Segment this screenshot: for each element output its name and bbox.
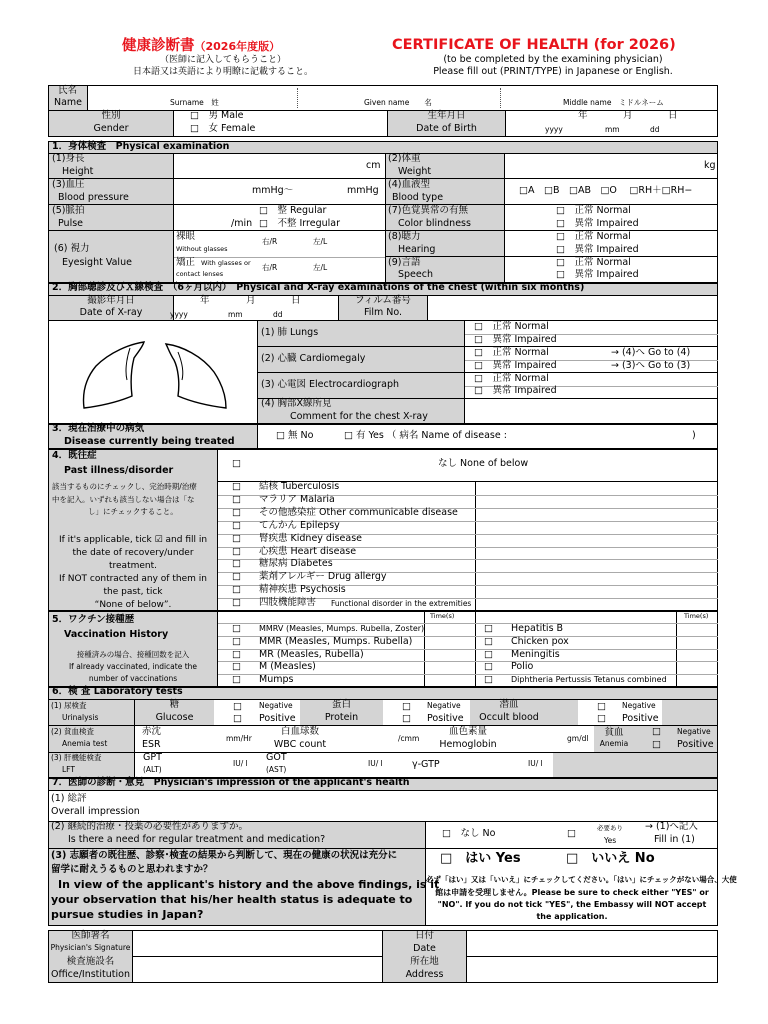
ggtp-label: γ-GTP: [412, 759, 440, 770]
illness-label: 四肢機能障害: [259, 597, 317, 608]
occult-blood-label-en: Occult blood: [479, 712, 539, 723]
dob-month-unit: 月: [623, 110, 633, 121]
treatment-yes-checkbox[interactable]: □: [567, 828, 576, 839]
vaccine-label: Chicken pox: [511, 636, 569, 647]
address-label-jp: 所在地: [410, 956, 439, 967]
speech-normal-checkbox[interactable]: □ 正常 Normal: [556, 257, 631, 268]
occult-negative-checkbox[interactable]: □: [597, 701, 606, 712]
weight-label-en: Weight: [398, 166, 432, 177]
pulse-regular-checkbox[interactable]: □ 整 Regular: [259, 205, 327, 216]
height-label-en: Height: [62, 166, 94, 177]
note-en-1: (to be completed by the examining physician): [443, 54, 663, 65]
past-illness-note-en-2: the date of recovery/under: [72, 548, 194, 558]
illness-label: 薬剤アレルギー Drug allergy: [259, 571, 387, 582]
occult-positive-checkbox[interactable]: □: [597, 713, 606, 724]
illness-date-field[interactable]: [476, 599, 717, 610]
address-field[interactable]: [467, 957, 717, 982]
signature-label-jp: 医師署名: [71, 930, 110, 941]
corr-right-label: 右/R: [262, 263, 278, 272]
protein-pos-label: Positive: [427, 713, 464, 724]
none-of-below-label: なし None of below: [438, 458, 529, 469]
treatment-fill-note-en: Fill in (1): [654, 834, 695, 845]
cardio-normal-checkbox[interactable]: □ 正常 Normal: [474, 347, 549, 358]
naked-eye-label-en: Without glasses: [176, 245, 228, 253]
vaccine-checkbox[interactable]: □: [232, 661, 241, 672]
goto-3-note: → (3)へ Go to (3): [611, 360, 691, 371]
gpt-label: GPT: [143, 752, 162, 763]
color-blind-impaired-checkbox[interactable]: □ 異常 Impaired: [556, 218, 639, 229]
embassy-warning-2: 館は申請を受理しません。Please be sure to check either "YES" or: [435, 888, 709, 897]
embassy-warning-4: the application.: [536, 912, 608, 921]
vaccine-label: MR (Measles, Rubella): [259, 649, 364, 660]
hemoglobin-label-jp: 血色素量: [448, 726, 487, 737]
embassy-warning-3: "NO". If you do not tick "YES", the Embassy will NOT accept: [437, 900, 707, 909]
hearing-impaired-checkbox[interactable]: □ 異常 Impaired: [556, 244, 639, 255]
hearing-label-jp: (8)聴力: [388, 231, 421, 242]
note-en-2: Please fill out (PRINT/TYPE) in Japanese or English.: [433, 66, 673, 77]
protein-positive-checkbox[interactable]: □: [402, 713, 411, 724]
xray-comment-field[interactable]: [465, 399, 717, 423]
anemia-neg-label: Negative: [677, 727, 711, 736]
kg-unit: kg: [704, 160, 716, 171]
protein-negative-checkbox[interactable]: □: [402, 701, 411, 712]
illness-date-field[interactable]: [476, 535, 717, 546]
xray-date-label-jp: 撮影年月日: [87, 295, 135, 306]
adequacy-question-jp-1: (3) 志願者の既往歴、診察･検査の結果から判断して、現在の健康の状況は充分に: [51, 850, 398, 861]
adequacy-yes-checkbox[interactable]: □ はい Yes: [440, 851, 521, 866]
treatment-yes-label: Yes: [604, 836, 617, 845]
xray-dd: dd: [273, 310, 283, 319]
glucose-negative-checkbox[interactable]: □: [233, 701, 242, 712]
dob-day-unit: 日: [668, 110, 678, 121]
illness-label: その他感染症 Other communicable disease: [259, 507, 458, 518]
urinalysis-label-en: Urinalysis: [62, 713, 99, 722]
bp-diastolic-field[interactable]: [300, 179, 345, 204]
illness-label: 心疾患 Heart disease: [259, 546, 357, 557]
bp-unit-2: mmHg: [347, 185, 379, 196]
illness-label: 結核 Tuberculosis: [259, 481, 340, 492]
ggtp-unit: IU/ l: [528, 759, 543, 768]
address-label-en: Address: [405, 969, 444, 980]
vaccine-times-field[interactable]: [677, 662, 717, 674]
bp-label-jp: (3)血圧: [52, 179, 85, 190]
esr-unit: mm/Hr: [226, 734, 252, 743]
illness-label: マラリア Malaria: [259, 494, 335, 505]
dob-label-jp: 生年月日: [427, 110, 466, 121]
film-no-label-jp: フィルム番号: [355, 295, 411, 306]
illness-label: 糖尿病 Diabetes: [259, 558, 333, 569]
film-no-field[interactable]: [428, 296, 717, 320]
illness-date-field[interactable]: [476, 496, 717, 507]
ecg-normal-checkbox[interactable]: □ 正常 Normal: [474, 373, 549, 384]
signature-field[interactable]: [133, 931, 382, 956]
hemoglobin-label-en: Hemoglobin: [439, 739, 497, 750]
overall-impression-label-jp: (1) 総評: [51, 793, 87, 804]
vaccine-times-field[interactable]: [677, 624, 717, 636]
vaccine-label: Diphtheria Pertussis Tetanus combined: [511, 675, 667, 684]
past-illness-note-jp-2: 中を記入。いずれも該当しない場合は「な: [52, 495, 195, 504]
ast-label: (AST): [266, 765, 287, 774]
anemia-label-en: Anemia: [599, 739, 629, 748]
illness-label: 腎疾患 Kidney disease: [259, 533, 363, 544]
disease-name-field[interactable]: [528, 428, 688, 446]
female-checkbox[interactable]: □ 女 Female: [190, 123, 256, 134]
date-field[interactable]: [467, 931, 717, 956]
xray-yyyy: yyyy: [170, 310, 188, 319]
illness-checkbox[interactable]: □: [232, 597, 241, 608]
vaccine-checkbox[interactable]: □: [484, 649, 493, 660]
illness-checkbox[interactable]: □: [232, 520, 241, 531]
treatment-need-label: 必要あり: [597, 824, 623, 832]
bp-label-en: Blood pressure: [58, 192, 129, 203]
embassy-warning-1: 必ず「はい」又は「いいえ」にチェックしてください。「はい」にチェックがない場合、大使: [426, 875, 737, 884]
adequacy-no-checkbox[interactable]: □ いいえ No: [566, 851, 655, 866]
vaccine-label: M (Measles): [259, 661, 316, 672]
vaccine-checkbox[interactable]: □: [232, 636, 241, 647]
illness-date-field[interactable]: [476, 522, 717, 533]
occult-blood-label-jp: 潜血: [499, 699, 519, 710]
illness-date-field[interactable]: [476, 509, 717, 520]
none-checkbox[interactable]: □: [232, 458, 241, 469]
adequacy-question-en-2: your observation that his/her health status is adequate to: [51, 893, 413, 906]
vaccine-times-field[interactable]: [425, 662, 474, 674]
disease-close-paren: ): [692, 430, 696, 441]
illness-checkbox[interactable]: □: [232, 494, 241, 505]
times-header-right: Time(s): [684, 612, 709, 620]
dob-dd: dd: [650, 125, 660, 134]
xray-day-unit: 日: [291, 295, 301, 306]
chest-heading: 2．胸部聴診及びＸ線検査 （6ヶ月以内） Physical and X-ray examinations of the chest (within six months): [52, 282, 585, 293]
past-illness-note-en-1: If it's applicable, tick ☑ and fill in: [58, 535, 208, 545]
surname-label: Surname 姓: [170, 98, 219, 107]
vaccine-times-field[interactable]: [425, 675, 474, 687]
gender-label-en: Gender: [93, 123, 129, 134]
hearing-normal-checkbox[interactable]: □ 正常 Normal: [556, 231, 631, 242]
physician-impression-heading: 7．医師の診断・意見 Physician's impression of the applicant's health: [52, 777, 410, 788]
ecg-label: (3) 心電図 Electrocardiograph: [261, 379, 400, 390]
naked-right-label: 右/R: [262, 237, 278, 246]
gender-label-jp: 性別: [101, 110, 121, 121]
naked-left-label: 左/L: [313, 237, 328, 246]
corrected-label: 矯正: [176, 257, 196, 268]
lft-label-jp: (3) 肝機能検査: [51, 753, 102, 762]
past-illness-note-en-4: If NOT contracted any of them in: [59, 574, 207, 584]
corrected-label-en-2: contact lenses: [176, 270, 224, 278]
illness-date-field[interactable]: [476, 483, 717, 494]
illness-label: 精神疾患 Psychosis: [259, 584, 346, 595]
vaccination-note-2: If already vaccinated, indicate the: [68, 662, 198, 671]
ecg-impaired-checkbox[interactable]: □ 異常 Impaired: [474, 385, 557, 396]
urinalysis-label-jp: (1) 尿検査: [51, 701, 87, 710]
anemia-pos-label: Positive: [677, 739, 714, 750]
wbc-unit: /cmm: [398, 734, 420, 743]
esr-label-jp: 赤沈: [142, 726, 162, 737]
vaccine-checkbox[interactable]: □: [232, 649, 241, 660]
gpt-unit: IU/ l: [233, 759, 248, 768]
adequacy-question-jp-2: 留学に耐えうるものと思われますか？: [51, 864, 213, 875]
color-blind-normal-checkbox[interactable]: □ 正常 Normal: [556, 205, 631, 216]
lungs-label: (1) 肺 Lungs: [261, 327, 319, 338]
adequacy-question-en-3: pursue studies in Japan?: [51, 908, 204, 921]
corr-left-label: 左/L: [313, 263, 328, 272]
protein-label-jp: 蛋白: [331, 699, 351, 710]
male-checkbox[interactable]: □ 男 Male: [190, 110, 244, 121]
naked-eye-label: 裸眼: [176, 231, 196, 242]
vaccine-checkbox[interactable]: □: [484, 623, 493, 634]
note-jp-2: 日本語又は英語により明瞭に記載すること。: [132, 67, 313, 77]
vaccination-note-3: number of vaccinations: [88, 674, 178, 683]
color-blind-label-jp: (7)色覚異常の有無: [388, 205, 468, 216]
vaccine-checkbox[interactable]: □: [232, 674, 241, 685]
blood-type-label-jp: (4)血液型: [388, 179, 430, 190]
middle-name-label: Middle name ミドルネーム: [563, 98, 664, 107]
height-field[interactable]: [174, 154, 364, 178]
past-illness-note-jp-3: し」にチェックすること。: [88, 507, 178, 516]
treatment-question-en: Is there a need for regular treatment and medication?: [68, 834, 326, 845]
treatment-question-jp: (2) 継続的治療・投薬の必要性がありますか。: [51, 821, 248, 832]
pulse-irregular-checkbox[interactable]: □ 不整 Irregular: [259, 218, 340, 229]
vaccination-heading-en: Vaccination History: [64, 629, 169, 640]
vaccination-note-1: 接種済みの場合、接種回数を記入: [76, 650, 190, 659]
dob-label-en: Date of Birth: [416, 123, 477, 134]
illness-checkbox[interactable]: □: [232, 584, 241, 595]
wbc-label-jp: 白血球数: [280, 726, 319, 737]
vaccine-label: Polio: [511, 661, 534, 672]
glucose-pos-label: Positive: [259, 713, 296, 724]
blood-type-label-en: Blood type: [392, 192, 444, 203]
dob-year-unit: 年: [578, 110, 588, 121]
name-label-jp: 氏名: [58, 85, 78, 96]
xray-comment-label-jp: (4) 胸部X線所見: [261, 398, 332, 409]
anemia-negative-checkbox[interactable]: □: [652, 726, 661, 737]
given-name-label: Given name 名: [364, 98, 432, 107]
hearing-label-en: Hearing: [398, 244, 436, 255]
vaccine-times-field[interactable]: [677, 675, 717, 687]
vaccine-label: MMRV (Measles, Mumps. Rubella, Zoster): [259, 624, 425, 633]
cm-unit: cm: [366, 160, 381, 171]
illness-date-field[interactable]: [476, 560, 717, 571]
illness-checkbox[interactable]: □: [232, 481, 241, 492]
dob-mm: mm: [605, 125, 620, 134]
bp-systolic-field[interactable]: [174, 179, 249, 204]
illness-checkbox[interactable]: □: [232, 507, 241, 518]
date-label-en: Date: [413, 943, 436, 954]
name-label-en: Name: [54, 97, 83, 108]
xray-year-unit: 年: [200, 295, 210, 306]
lungs-impaired-checkbox[interactable]: □ 異常 Impaired: [474, 334, 557, 345]
illness-date-field[interactable]: [476, 573, 717, 584]
vaccine-times-field[interactable]: [425, 624, 474, 636]
glucose-label-en: Glucose: [155, 712, 194, 723]
alt-label: (ALT): [143, 765, 162, 774]
note-jp-1: （医師に記入してもらうこと）: [159, 55, 286, 65]
institution-field[interactable]: [133, 957, 382, 982]
current-disease-heading-en: Disease currently being treated: [64, 436, 235, 447]
corrected-label-en-1: With glasses or: [201, 259, 251, 267]
anemia-label-jp: 貧血: [604, 727, 624, 738]
speech-label-jp: (9)言語: [388, 257, 421, 268]
xray-date-label-en: Date of X-ray: [79, 307, 143, 318]
current-disease-no-checkbox[interactable]: □ 無 No: [276, 430, 314, 441]
lab-tests-heading: 6．検 査 Laboratory tests: [52, 686, 183, 697]
lft-label-en: LFT: [62, 765, 75, 774]
lungs-normal-checkbox[interactable]: □ 正常 Normal: [474, 321, 549, 332]
vaccine-checkbox[interactable]: □: [484, 636, 493, 647]
cardio-impaired-checkbox[interactable]: □ 異常 Impaired: [474, 360, 557, 371]
past-illness-heading-jp: 4．既往症: [52, 450, 97, 461]
got-unit: IU/ l: [368, 759, 383, 768]
film-no-label-en: Film No.: [363, 307, 403, 318]
institution-label-jp: 検査施設名: [66, 956, 115, 967]
eyesight-label-jp: (6) 視力: [54, 243, 90, 254]
date-label-jp: 日付: [414, 930, 434, 941]
vaccine-times-field[interactable]: [677, 637, 717, 649]
pulse-label-jp: (5)脈拍: [52, 205, 85, 216]
physical-exam-heading: 1．身体検査 Physical examination: [52, 141, 230, 152]
speech-impaired-checkbox[interactable]: □ 異常 Impaired: [556, 269, 639, 280]
pulse-label-en: Pulse: [58, 218, 84, 229]
glucose-label-jp: 糖: [169, 699, 180, 710]
xray-mm: mm: [228, 310, 243, 319]
past-illness-note-en-6: “None of below”.: [94, 600, 172, 610]
vaccine-label: MMR (Measles, Mumps. Rubella): [259, 636, 413, 647]
goto-4-note: → (4)へ Go to (4): [611, 347, 691, 358]
current-disease-yes-checkbox[interactable]: □ 有 Yes （ 病名 Name of disease :: [344, 430, 507, 441]
anemia-positive-checkbox[interactable]: □: [652, 739, 661, 750]
current-disease-heading-jp: 3．現在治療中の病気: [52, 423, 145, 434]
vaccine-times-field[interactable]: [425, 637, 474, 649]
adequacy-question-en-1: In view of the applicant's history and the above findings, is it: [58, 878, 440, 891]
got-label: GOT: [266, 752, 287, 763]
overall-impression-label-en: Overall impression: [51, 806, 140, 817]
blood-type-options[interactable]: □A □B □AB □O □RH＋□RH−: [519, 185, 693, 196]
xray-month-unit: 月: [246, 295, 256, 306]
bp-unit-1: mmHg〜: [252, 185, 294, 196]
treatment-fill-note-jp: → (1)へ記入: [645, 821, 698, 832]
illness-date-field[interactable]: [476, 548, 717, 559]
illness-checkbox[interactable]: □: [232, 546, 241, 557]
eyesight-label-en: Eyesight Value: [62, 257, 132, 268]
protein-label-en: Protein: [324, 712, 359, 723]
past-illness-note-jp-1: 該当するものにチェックし、完治時期/治療: [52, 482, 197, 491]
pulse-unit: /min: [231, 218, 253, 229]
lung-diagram: [70, 330, 250, 415]
esr-label-en: ESR: [142, 739, 161, 750]
overall-impression-field[interactable]: [150, 791, 717, 821]
extremities-label-en: Functional disorder in the extremities: [331, 599, 472, 608]
vaccination-heading-jp: 5．ワクチン接種歴: [52, 614, 135, 625]
height-label-jp: (1)身長: [52, 153, 85, 164]
weight-label-jp: (2)体重: [388, 153, 421, 164]
vaccine-checkbox[interactable]: □: [232, 623, 241, 634]
color-blind-label-en: Color blindness: [398, 218, 471, 229]
weight-field[interactable]: [505, 154, 700, 178]
vaccine-label: Meningitis: [511, 649, 560, 660]
illness-date-field[interactable]: [476, 586, 717, 597]
title-jp: 健康診断書: [122, 38, 195, 54]
vaccine-checkbox[interactable]: □: [484, 661, 493, 672]
treatment-no-checkbox[interactable]: □ なし No: [442, 828, 496, 839]
occult-neg-label: Negative: [622, 701, 656, 710]
vaccine-checkbox[interactable]: □: [484, 674, 493, 685]
wbc-label-en: WBC count: [273, 739, 327, 750]
dob-yyyy: yyyy: [545, 125, 563, 134]
past-illness-note-en-5: the past, tick: [103, 587, 163, 597]
illness-checkbox[interactable]: □: [232, 533, 241, 544]
cardiomegaly-label: (2) 心臓 Cardiomegaly: [261, 353, 366, 364]
speech-label-en: Speech: [398, 269, 433, 280]
glucose-neg-label: Negative: [259, 701, 293, 710]
signature-label-en: Physician's Signature: [50, 943, 131, 952]
title-en: CERTIFICATE OF HEALTH (for 2026): [392, 37, 676, 53]
anemia-test-label-jp: (2) 貧血検査: [51, 727, 95, 736]
anemia-test-label-en: Anemia test: [62, 739, 108, 748]
hemoglobin-unit: gm/dl: [567, 734, 589, 743]
times-header-left: Time(s): [430, 612, 455, 620]
vaccine-label: Mumps: [259, 674, 294, 685]
vaccine-label: Hepatitis B: [511, 623, 564, 634]
glucose-positive-checkbox[interactable]: □: [233, 713, 242, 724]
past-illness-heading-en: Past illness/disorder: [64, 465, 174, 476]
title-jp-year: （2026年度版）: [194, 40, 281, 53]
institution-label-en: Office/Institution: [50, 969, 130, 980]
protein-neg-label: Negative: [427, 701, 461, 710]
past-illness-note-en-3: treatment.: [108, 561, 157, 571]
illness-checkbox[interactable]: □: [232, 571, 241, 582]
illness-label: てんかん Epilepsy: [259, 520, 340, 531]
illness-checkbox[interactable]: □: [232, 558, 241, 569]
xray-comment-label-en: Comment for the chest X-ray: [290, 411, 428, 422]
occult-pos-label: Positive: [622, 713, 659, 724]
